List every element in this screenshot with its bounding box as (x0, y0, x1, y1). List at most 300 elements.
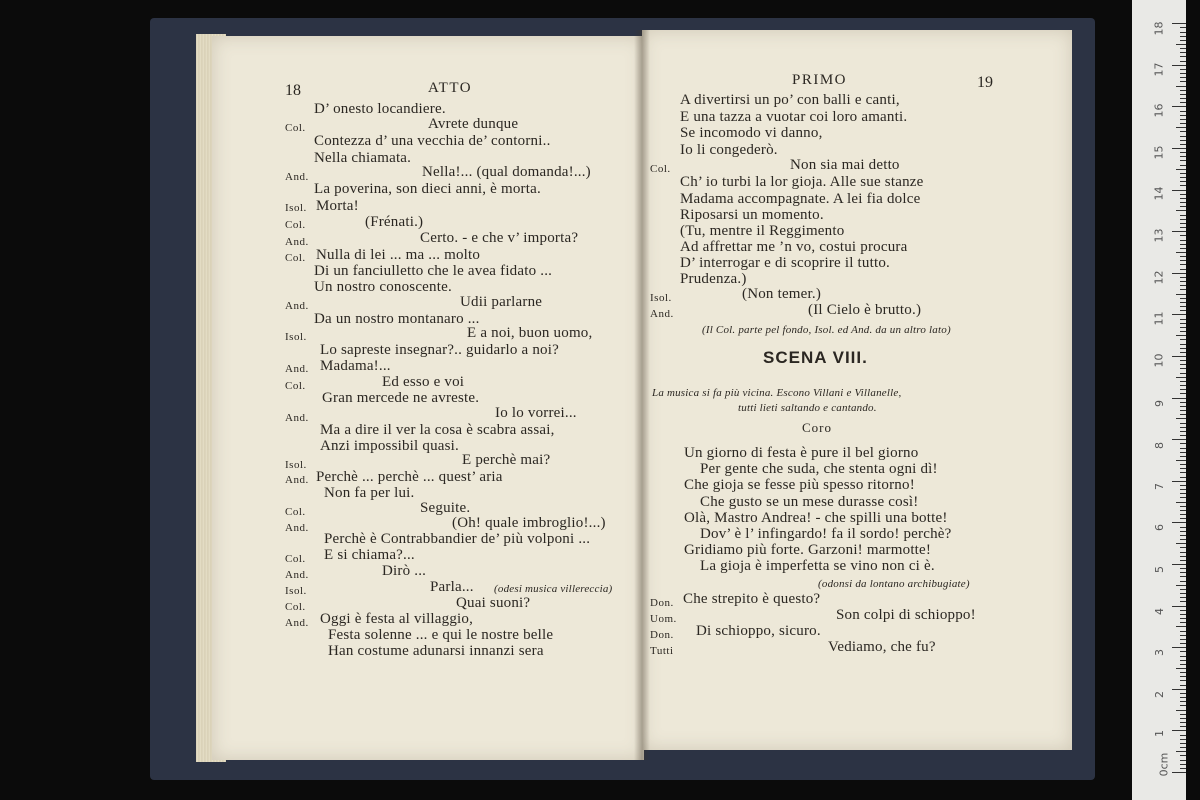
ruler-tick (1176, 502, 1186, 503)
ruler-tick (1180, 373, 1186, 374)
ruler-tick (1180, 348, 1186, 349)
ruler-tick (1180, 435, 1186, 436)
ruler-mark: 17 (1152, 62, 1166, 77)
ruler-tick (1180, 539, 1186, 540)
ruler-tick (1180, 235, 1186, 236)
scene-direction: tutti lieti saltando e cantando. (738, 402, 877, 414)
gunfire-direction: (odonsi da lontano archibugiate) (818, 578, 970, 590)
text-line: Che strepito è questo? (683, 591, 821, 607)
ruler-tick (1180, 427, 1186, 428)
ruler-tick (1180, 98, 1186, 99)
ruler-tick (1180, 52, 1186, 53)
chorus-line: Un giorno di festa è pure il bel giorno (684, 445, 919, 461)
ruler-tick (1180, 331, 1186, 332)
text-line: Da un nostro montanaro ... (314, 311, 480, 327)
scene-direction: La musica si fa più vicina. Escono Villani e Villanelle, (652, 387, 902, 399)
ruler-tick (1176, 710, 1186, 711)
ruler-tick (1172, 439, 1186, 440)
stage-direction: (odesi musica villereccia) (494, 583, 613, 595)
text-line: (Frénati.) (365, 214, 424, 230)
ruler-tick (1176, 127, 1186, 128)
ruler-tick (1180, 618, 1186, 619)
ruler-tick (1180, 227, 1186, 228)
speaker-label: And. (285, 617, 309, 629)
ruler-tick (1180, 443, 1186, 444)
ruler-tick (1180, 319, 1186, 320)
ruler-tick (1180, 248, 1186, 249)
text-line: E una tazza a vuotar coi loro amanti. (680, 109, 908, 125)
exit-direction: (Il Col. parte pel fondo, Isol. ed And. da un altro lato) (702, 324, 951, 336)
ruler-tick (1180, 281, 1186, 282)
ruler-tick (1180, 219, 1186, 220)
text-line: Un nostro conoscente. (314, 279, 452, 295)
speaker-label: And. (285, 171, 309, 183)
ruler-tick (1176, 668, 1186, 669)
ruler-mark: 3 (1153, 649, 1166, 656)
ruler-tick (1180, 531, 1186, 532)
ruler-tick (1180, 735, 1186, 736)
chorus-line: Che gioja se fesse più spesso ritorno! (684, 477, 915, 493)
ruler-tick (1180, 360, 1186, 361)
ruler-tick (1180, 743, 1186, 744)
ruler-tick (1180, 452, 1186, 453)
text-line: Quai suoni? (456, 595, 531, 611)
ruler-tick (1180, 464, 1186, 465)
ruler-tick (1172, 398, 1186, 399)
ruler-tick (1180, 185, 1186, 186)
speaker-label: Col. (285, 122, 306, 134)
ruler-tick (1180, 660, 1186, 661)
ruler-tick (1180, 622, 1186, 623)
speaker-label: Col. (285, 553, 306, 565)
ruler-tick (1180, 685, 1186, 686)
ruler-tick (1180, 693, 1186, 694)
ruler-tick (1180, 414, 1186, 415)
ruler-tick (1180, 298, 1186, 299)
ruler-tick (1180, 680, 1186, 681)
ruler-tick (1172, 564, 1186, 565)
speaker-label: Col. (285, 380, 306, 392)
text-line: Di schioppo, sicuro. (696, 623, 821, 639)
ruler-tick (1172, 23, 1186, 24)
ruler-tick (1180, 676, 1186, 677)
ruler-tick (1180, 339, 1186, 340)
ruler-tick (1180, 165, 1186, 166)
ruler-tick (1180, 755, 1186, 756)
speaker-label: Col. (285, 219, 306, 231)
text-line: A divertirsi un po’ con balli e canti, (680, 92, 900, 108)
ruler-tick (1180, 73, 1186, 74)
ruler-tick (1180, 631, 1186, 632)
ruler-mark: 11 (1152, 311, 1166, 326)
ruler-tick (1180, 510, 1186, 511)
ruler-tick (1176, 169, 1186, 170)
text-line: Ma a dire il ver la cosa è scabra assai, (320, 422, 555, 438)
ruler-tick (1176, 294, 1186, 295)
speaker-label: And. (285, 412, 309, 424)
ruler-tick (1180, 518, 1186, 519)
ruler-tick (1180, 27, 1186, 28)
ruler-tick (1180, 556, 1186, 557)
ruler-tick (1180, 506, 1186, 507)
text-line: Dirò ... (382, 563, 427, 579)
ruler-tick (1180, 651, 1186, 652)
ruler-tick (1176, 543, 1186, 544)
text-line: Parla... (430, 579, 474, 595)
ruler-tick (1180, 223, 1186, 224)
ruler-tick (1180, 535, 1186, 536)
ruler-tick (1180, 215, 1186, 216)
ruler-tick (1180, 364, 1186, 365)
ruler-mark: 14 (1152, 186, 1166, 201)
ruler-tick (1180, 639, 1186, 640)
ruler-tick (1180, 493, 1186, 494)
ruler-tick (1172, 481, 1186, 482)
text-line: Perchè è Contrabbandier de’ più volponi ... (324, 531, 591, 547)
ruler-tick (1180, 423, 1186, 424)
ruler-tick (1180, 61, 1186, 62)
ruler-tick (1172, 647, 1186, 648)
ruler-tick (1180, 393, 1186, 394)
ruler-tick (1176, 585, 1186, 586)
ruler-tick (1180, 402, 1186, 403)
ruler-tick (1180, 701, 1186, 702)
chorus-line: Che gusto se un mese durasse così! (700, 494, 919, 510)
ruler-mark: 16 (1152, 103, 1166, 118)
ruler-tick (1180, 697, 1186, 698)
ruler-tick (1180, 131, 1186, 132)
ruler-tick (1176, 210, 1186, 211)
ruler-tick (1180, 102, 1186, 103)
ruler-tick (1180, 581, 1186, 582)
speaker-label: And. (285, 569, 309, 581)
chorus-line: Per gente che suda, che stenta ogni dì! (700, 461, 938, 477)
right-running-head: PRIMO (792, 72, 848, 88)
text-line: D’ interrogar e di scoprire il tutto. (680, 255, 890, 271)
ruler-tick (1180, 40, 1186, 41)
ruler-mark: 7 (1153, 483, 1166, 490)
ruler-tick (1180, 202, 1186, 203)
ruler-mark: 18 (1152, 21, 1166, 36)
ruler-tick (1172, 606, 1186, 607)
ruler-tick (1172, 273, 1186, 274)
chorus-line: La gioja è imperfetta se vino non ci è. (700, 558, 935, 574)
text-line: Non fa per lui. (324, 485, 415, 501)
ruler-unit-label: 0cm (1157, 752, 1171, 777)
ruler-tick (1180, 572, 1186, 573)
ruler-tick (1172, 689, 1186, 690)
ruler-tick (1176, 418, 1186, 419)
ruler-mark: 6 (1153, 524, 1166, 531)
text-line: (Il Cielo è brutto.) (808, 302, 922, 318)
speaker-label: And. (285, 236, 309, 248)
text-line: (Oh! quale imbroglio!...) (452, 515, 606, 531)
ruler-tick (1176, 335, 1186, 336)
ruler-tick (1180, 115, 1186, 116)
ruler-tick (1180, 747, 1186, 748)
text-line: E a noi, buon uomo, (467, 325, 593, 341)
ruler-tick (1176, 377, 1186, 378)
text-line: E si chiama?... (324, 547, 415, 563)
text-line: Avrete dunque (428, 116, 519, 132)
speaker-label: Col. (650, 163, 671, 175)
text-line: E perchè mai? (462, 452, 551, 468)
ruler-tick (1180, 48, 1186, 49)
ruler-tick (1180, 448, 1186, 449)
ruler-tick (1180, 472, 1186, 473)
ruler-tick (1180, 177, 1186, 178)
speaker-label: Tutti (650, 645, 674, 657)
text-line: Non sia mai detto (790, 157, 900, 173)
speaker-label: Isol. (650, 292, 672, 304)
chorus-line: Dov’ è l’ infingardo! fa il sordo! perchè? (700, 526, 952, 542)
ruler-tick (1180, 194, 1186, 195)
ruler-tick (1180, 389, 1186, 390)
text-line: Nella!... (qual domanda!...) (422, 164, 591, 180)
ruler-tick (1180, 568, 1186, 569)
text-line: Madama accompagnate. A lei fia dolce (680, 191, 921, 207)
text-line: D’ onesto locandiere. (314, 101, 446, 117)
ruler-tick (1172, 65, 1186, 66)
ruler-tick (1180, 264, 1186, 265)
ruler-tick (1180, 289, 1186, 290)
speaker-label: Isol. (285, 459, 307, 471)
text-line: La poverina, son dieci anni, è morta. (314, 181, 541, 197)
text-line: Certo. - e che v’ importa? (420, 230, 579, 246)
text-line: Nella chiamata. (314, 150, 412, 166)
ruler-tick (1176, 626, 1186, 627)
text-line: Gran mercede ne avreste. (322, 390, 480, 406)
text-line: Han costume adunarsi innanzi sera (328, 643, 544, 659)
ruler-tick (1180, 497, 1186, 498)
text-line: Son colpi di schioppo! (836, 607, 976, 623)
ruler-tick (1180, 277, 1186, 278)
text-line: Ch’ io turbi la lor gioja. Alle sue stanze (680, 174, 924, 190)
scene-title: SCENA VIII. (763, 348, 868, 367)
ruler-tick (1180, 597, 1186, 598)
ruler-tick (1180, 123, 1186, 124)
speaker-label: Col. (285, 252, 306, 264)
speaker-label: Isol. (285, 331, 307, 343)
ruler-tick (1172, 190, 1186, 191)
ruler-mark: 5 (1153, 566, 1166, 573)
text-line: Io li congederò. (680, 142, 778, 158)
ruler-tick (1180, 352, 1186, 353)
text-line: Morta! (316, 198, 359, 214)
ruler-tick (1172, 730, 1186, 731)
speaker-label: And. (650, 308, 674, 320)
ruler-mark: 1 (1153, 730, 1166, 737)
measuring-ruler (1132, 0, 1186, 800)
ruler-tick (1180, 547, 1186, 548)
text-line: Anzi impossibil quasi. (320, 438, 459, 454)
text-line: Lo sapreste insegnar?.. guidarlo a noi? (320, 342, 559, 358)
ruler-mark: 8 (1153, 442, 1166, 449)
ruler-tick (1180, 160, 1186, 161)
ruler-tick (1180, 576, 1186, 577)
text-line: Vediamo, che fu? (828, 639, 936, 655)
text-line: Di un fanciulletto che le avea fidato ... (314, 263, 553, 279)
ruler-tick (1180, 94, 1186, 95)
ruler-tick (1180, 705, 1186, 706)
ruler-tick (1180, 36, 1186, 37)
ruler-tick (1180, 111, 1186, 112)
ruler-tick (1180, 240, 1186, 241)
ruler-tick (1180, 527, 1186, 528)
ruler-tick (1172, 231, 1186, 232)
text-line: Festa solenne ... e qui le nostre belle (328, 627, 554, 643)
right-page-number: 19 (977, 74, 993, 91)
ruler-tick (1180, 144, 1186, 145)
ruler-tick (1180, 760, 1186, 761)
ruler-tick (1172, 522, 1186, 523)
ruler-tick (1180, 656, 1186, 657)
ruler-tick (1176, 751, 1186, 752)
ruler-tick (1180, 81, 1186, 82)
text-line: (Non temer.) (742, 286, 822, 302)
ruler-mark: 9 (1153, 400, 1166, 407)
ruler-tick (1176, 44, 1186, 45)
ruler-tick (1180, 635, 1186, 636)
ruler-tick (1172, 356, 1186, 357)
ruler-tick (1180, 410, 1186, 411)
ruler-tick (1180, 198, 1186, 199)
speaker-label: And. (285, 363, 309, 375)
ruler-tick (1180, 614, 1186, 615)
ruler-tick (1180, 310, 1186, 311)
ruler-tick (1180, 722, 1186, 723)
ruler-tick (1180, 456, 1186, 457)
ruler-tick (1180, 173, 1186, 174)
ruler-mark: 12 (1152, 270, 1166, 285)
ruler-tick (1180, 260, 1186, 261)
speaker-label: Don. (650, 629, 674, 641)
text-line: (Tu, mentre il Reggimento (680, 223, 845, 239)
text-line: Se incomodo vi danno, (680, 125, 823, 141)
ruler-tick (1180, 485, 1186, 486)
text-line: Prudenza.) (680, 271, 747, 287)
ruler-tick (1180, 385, 1186, 386)
ruler-tick (1180, 285, 1186, 286)
ruler-mark: 15 (1152, 145, 1166, 160)
ruler-tick (1176, 460, 1186, 461)
ruler-tick (1180, 718, 1186, 719)
ruler-tick (1172, 772, 1186, 773)
ruler-tick (1180, 552, 1186, 553)
text-line: Ad affrettar me ’n vo, costui procura (680, 239, 908, 255)
speaker-label: And. (285, 474, 309, 486)
ruler-tick (1180, 156, 1186, 157)
text-line: Io lo vorrei... (495, 405, 577, 421)
text-line: Riposarsi un momento. (680, 207, 824, 223)
text-line: Perchè ... perchè ... quest’ aria (316, 469, 503, 485)
ruler-tick (1180, 726, 1186, 727)
ruler-tick (1180, 468, 1186, 469)
ruler-tick (1180, 244, 1186, 245)
ruler-tick (1180, 69, 1186, 70)
ruler-mark: 2 (1153, 691, 1166, 698)
ruler-tick (1180, 643, 1186, 644)
ruler-tick (1180, 664, 1186, 665)
text-line: Nulla di lei ... ma ... molto (316, 247, 481, 263)
ruler-tick (1180, 206, 1186, 207)
left-page-number: 18 (285, 82, 301, 99)
ruler-tick (1180, 477, 1186, 478)
ruler-tick (1180, 136, 1186, 137)
ruler-tick (1180, 90, 1186, 91)
ruler-tick (1172, 106, 1186, 107)
text-line: Oggi è festa al villaggio, (320, 611, 474, 627)
ruler-tick (1172, 148, 1186, 149)
ruler-tick (1180, 489, 1186, 490)
speaker-label: And. (285, 300, 309, 312)
chorus-line: Gridiamo più forte. Garzoni! marmotte! (684, 542, 932, 558)
ruler-tick (1180, 256, 1186, 257)
speaker-label: Col. (285, 601, 306, 613)
chorus-line: Olà, Mastro Andrea! - che spilli una botte! (684, 510, 948, 526)
chorus-label: Coro (802, 420, 832, 435)
left-running-head: ATTO (428, 80, 473, 96)
ruler-tick (1180, 593, 1186, 594)
ruler-mark: 4 (1153, 608, 1166, 615)
speaker-label: Uom. (650, 613, 677, 625)
ruler-tick (1180, 739, 1186, 740)
text-line: Udii parlarne (460, 294, 543, 310)
ruler-tick (1176, 252, 1186, 253)
ruler-mark: 10 (1152, 353, 1166, 368)
ruler-tick (1180, 514, 1186, 515)
ruler-tick (1180, 181, 1186, 182)
ruler-tick (1180, 406, 1186, 407)
text-line: Contezza d’ una vecchia de’ contorni.. (314, 133, 551, 149)
ruler-tick (1180, 672, 1186, 673)
ruler-tick (1180, 768, 1186, 769)
ruler-tick (1180, 560, 1186, 561)
speaker-label: Isol. (285, 202, 307, 214)
ruler-tick (1180, 140, 1186, 141)
book-gutter (634, 30, 650, 760)
ruler-tick (1180, 269, 1186, 270)
ruler-tick (1176, 86, 1186, 87)
ruler-tick (1180, 431, 1186, 432)
ruler-tick (1180, 56, 1186, 57)
text-line: Ed esso e voi (382, 374, 465, 390)
text-line: Madama!... (320, 358, 391, 374)
ruler-tick (1180, 610, 1186, 611)
ruler-tick (1180, 327, 1186, 328)
ruler-tick (1180, 381, 1186, 382)
ruler-tick (1180, 152, 1186, 153)
ruler-tick (1180, 601, 1186, 602)
text-line: Seguite. (420, 500, 471, 516)
ruler-tick (1180, 764, 1186, 765)
ruler-tick (1180, 119, 1186, 120)
ruler-tick (1180, 32, 1186, 33)
ruler-tick (1180, 589, 1186, 590)
ruler-tick (1180, 714, 1186, 715)
speaker-label: Isol. (285, 585, 307, 597)
ruler-tick (1180, 368, 1186, 369)
ruler-tick (1180, 323, 1186, 324)
ruler-tick (1172, 314, 1186, 315)
speaker-label: Col. (285, 506, 306, 518)
ruler-tick (1180, 77, 1186, 78)
speaker-label: Don. (650, 597, 674, 609)
ruler-tick (1180, 344, 1186, 345)
ruler-tick (1180, 306, 1186, 307)
speaker-label: And. (285, 522, 309, 534)
ruler-mark: 13 (1152, 228, 1166, 243)
